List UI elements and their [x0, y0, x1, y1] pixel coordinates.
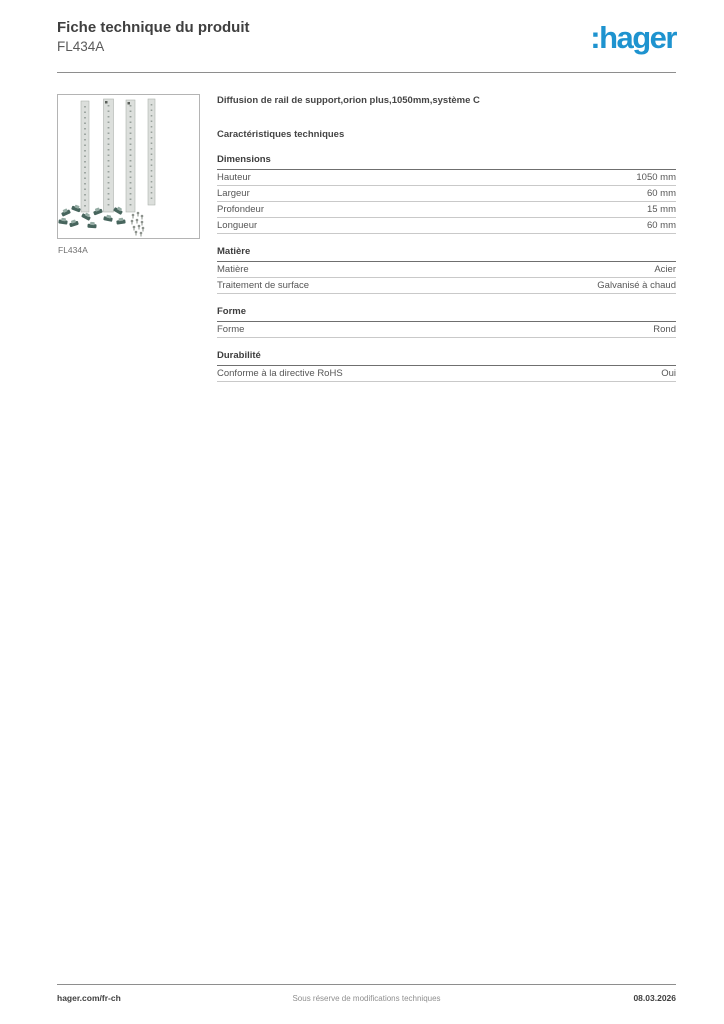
specs-section-title: Caractéristiques techniques: [217, 129, 345, 140]
section-forme: [217, 306, 676, 338]
header-divider: [57, 72, 676, 73]
product-name: Diffusion de rail de support,orion plus,1050mm,système C: [217, 95, 480, 106]
section-matiere: [217, 246, 676, 294]
product-image-caption: FL434A: [58, 245, 88, 255]
page-title: Fiche technique du produit: [57, 19, 250, 36]
spec-label: Conforme à la directive RoHS: [217, 368, 343, 379]
spec-row: [217, 366, 676, 382]
spec-row: [217, 262, 676, 278]
product-image: [57, 94, 200, 239]
footer-website-link[interactable]: hager.com/fr-ch: [57, 993, 121, 1003]
hager-logo: :hager: [590, 20, 676, 55]
spec-value: 60 mm: [646, 220, 676, 231]
spec-label: Matière: [217, 264, 249, 275]
spec-label: Largeur: [217, 188, 250, 199]
header: [57, 19, 676, 54]
spec-value: 15 mm: [646, 204, 676, 215]
spec-value: Rond: [653, 324, 676, 335]
spec-label: Profondeur: [217, 204, 265, 215]
section-dimensions: [217, 154, 676, 234]
footer-disclaimer: Sous réserve de modifications techniques: [292, 994, 441, 1003]
spec-value: Acier: [654, 264, 676, 275]
spec-label: Forme: [217, 324, 245, 335]
section-header: Durabilité: [217, 350, 676, 366]
footer-date: 08.03.2026: [633, 993, 676, 1003]
spec-label: Traitement de surface: [217, 280, 310, 291]
spec-label: Hauteur: [217, 172, 251, 183]
spec-row: [217, 322, 676, 338]
spec-row: [217, 278, 676, 294]
spec-value: 1050 mm: [636, 172, 676, 183]
spec-value: 60 mm: [646, 188, 676, 199]
spec-row: [217, 218, 676, 234]
spec-row: [217, 186, 676, 202]
section-header: Matière: [217, 246, 676, 262]
product-image-drawing: [58, 95, 199, 238]
specifications: [217, 95, 676, 382]
product-code: FL434A: [57, 39, 105, 55]
footer: [57, 993, 676, 1007]
spec-row: [217, 202, 676, 218]
spec-row: [217, 170, 676, 186]
spec-label: Longueur: [217, 220, 258, 231]
spec-value: Galvanisé à chaud: [597, 280, 676, 291]
spec-value: Oui: [661, 368, 676, 379]
section-durabilite: [217, 350, 676, 382]
section-header: Dimensions: [217, 154, 676, 170]
footer-divider: [57, 984, 676, 985]
section-header: Forme: [217, 306, 676, 322]
